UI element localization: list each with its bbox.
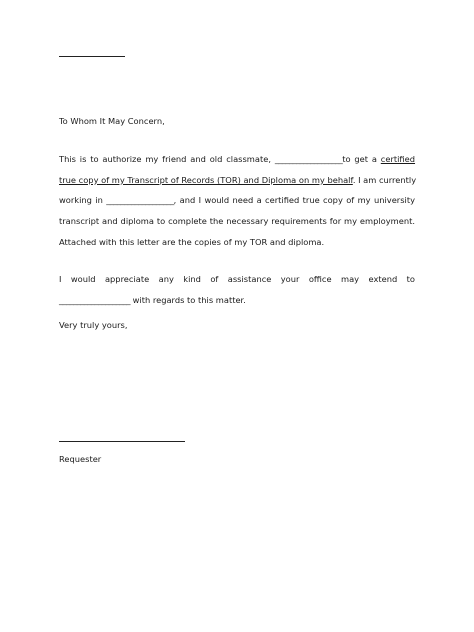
paragraph2-line2: ____________________ with regards to this matter. <box>59 294 246 305</box>
appreciation-paragraph <box>59 269 415 310</box>
signature-line <box>59 441 185 442</box>
signature-label: Requester <box>59 454 102 464</box>
date-blank-line <box>59 56 125 57</box>
paragraph1-line3: working in ___________________, and I would need a certified true copy of my university <box>59 195 415 206</box>
paragraph1-line1: This is to authorize my friend and old classmate, ___________________to get a certified <box>59 154 416 164</box>
authorization-paragraph <box>59 149 415 253</box>
office-blank: ____________________ <box>59 294 130 305</box>
paragraph2-line1: I would appreciate any kind of assistance your office may extend to <box>59 274 415 284</box>
paragraph1-line4: transcript and diploma to complete the necessary requirements for my employment. <box>59 216 415 227</box>
closing: Very truly yours, <box>59 320 128 330</box>
workplace-blank: ___________________ <box>106 195 174 206</box>
salutation: To Whom It May Concern, <box>59 116 165 126</box>
paragraph1-line5: Attached with this letter are the copies of my TOR and diploma. <box>59 236 325 247</box>
paragraph1-line2: true copy of my Transcript of Records (TOR) and Diploma on my behalf. I am currently <box>59 174 417 185</box>
classmate-name-blank: ___________________ <box>274 154 343 164</box>
